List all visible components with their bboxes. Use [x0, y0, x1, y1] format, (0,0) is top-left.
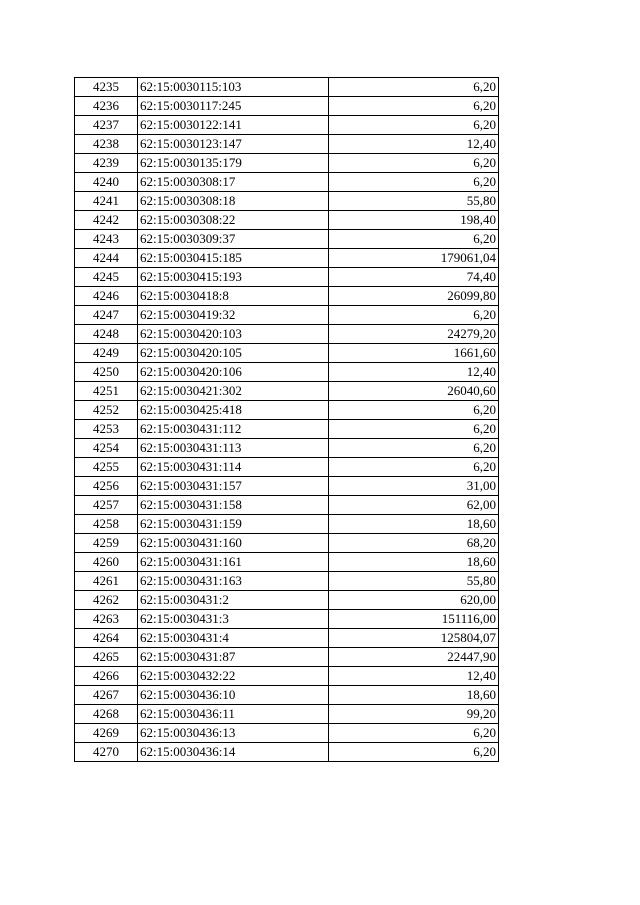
value-cell: 151116,00: [329, 610, 499, 629]
cadastral-number-cell: 62:15:0030308:18: [138, 192, 329, 211]
table-row: [75, 686, 499, 705]
cadastral-number-cell: 62:15:0030419:32: [138, 306, 329, 325]
row-number-cell: 4245: [75, 268, 138, 287]
cadastral-number-cell: 62:15:0030431:157: [138, 477, 329, 496]
value-cell: 6,20: [329, 97, 499, 116]
cadastral-number-cell: 62:15:0030431:158: [138, 496, 329, 515]
table-row: [75, 97, 499, 116]
table-row: [75, 553, 499, 572]
row-number-cell: 4264: [75, 629, 138, 648]
table-row: [75, 420, 499, 439]
value-cell: 12,40: [329, 135, 499, 154]
value-cell: 6,20: [329, 724, 499, 743]
row-number-cell: 4235: [75, 78, 138, 97]
cadastral-number-cell: 62:15:0030431:159: [138, 515, 329, 534]
row-number-cell: 4258: [75, 515, 138, 534]
cadastral-number-cell: 62:15:0030436:13: [138, 724, 329, 743]
value-cell: 6,20: [329, 743, 499, 762]
value-cell: 6,20: [329, 420, 499, 439]
value-cell: 1661,60: [329, 344, 499, 363]
row-number-cell: 4254: [75, 439, 138, 458]
row-number-cell: 4255: [75, 458, 138, 477]
cadastral-number-cell: 62:15:0030135:179: [138, 154, 329, 173]
cadastral-number-cell: 62:15:0030436:11: [138, 705, 329, 724]
table-row: [75, 401, 499, 420]
value-cell: 198,40: [329, 211, 499, 230]
value-cell: 12,40: [329, 667, 499, 686]
cadastral-number-cell: 62:15:0030420:106: [138, 363, 329, 382]
table-row: [75, 496, 499, 515]
table-row: [75, 325, 499, 344]
table-row: [75, 173, 499, 192]
row-number-cell: 4241: [75, 192, 138, 211]
row-number-cell: 4236: [75, 97, 138, 116]
value-cell: 24279,20: [329, 325, 499, 344]
cadastral-number-cell: 62:15:0030432:22: [138, 667, 329, 686]
row-number-cell: 4261: [75, 572, 138, 591]
value-cell: 26040,60: [329, 382, 499, 401]
value-cell: 68,20: [329, 534, 499, 553]
row-number-cell: 4256: [75, 477, 138, 496]
value-cell: 6,20: [329, 230, 499, 249]
table-body: [75, 78, 499, 762]
table-row: [75, 534, 499, 553]
row-number-cell: 4265: [75, 648, 138, 667]
cadastral-number-cell: 62:15:0030436:10: [138, 686, 329, 705]
cadastral-number-cell: 62:15:0030431:2: [138, 591, 329, 610]
value-cell: 12,40: [329, 363, 499, 382]
value-cell: 18,60: [329, 553, 499, 572]
value-cell: 99,20: [329, 705, 499, 724]
row-number-cell: 4252: [75, 401, 138, 420]
row-number-cell: 4244: [75, 249, 138, 268]
value-cell: 6,20: [329, 154, 499, 173]
table-row: [75, 705, 499, 724]
table-row: [75, 629, 499, 648]
value-cell: 55,80: [329, 192, 499, 211]
row-number-cell: 4238: [75, 135, 138, 154]
cadastral-number-cell: 62:15:0030431:113: [138, 439, 329, 458]
value-cell: 22447,90: [329, 648, 499, 667]
table-row: [75, 135, 499, 154]
value-cell: 62,00: [329, 496, 499, 515]
table-row: [75, 192, 499, 211]
table-row: [75, 572, 499, 591]
table-row: [75, 724, 499, 743]
row-number-cell: 4237: [75, 116, 138, 135]
value-cell: 6,20: [329, 401, 499, 420]
row-number-cell: 4259: [75, 534, 138, 553]
value-cell: 74,40: [329, 268, 499, 287]
data-table: [74, 77, 499, 762]
row-number-cell: 4250: [75, 363, 138, 382]
cadastral-number-cell: 62:15:0030421:302: [138, 382, 329, 401]
cadastral-number-cell: 62:15:0030431:3: [138, 610, 329, 629]
table-row: [75, 477, 499, 496]
cadastral-number-cell: 62:15:0030117:245: [138, 97, 329, 116]
row-number-cell: 4239: [75, 154, 138, 173]
value-cell: 55,80: [329, 572, 499, 591]
row-number-cell: 4247: [75, 306, 138, 325]
cadastral-number-cell: 62:15:0030309:37: [138, 230, 329, 249]
cadastral-number-cell: 62:15:0030431:4: [138, 629, 329, 648]
row-number-cell: 4267: [75, 686, 138, 705]
table-row: [75, 211, 499, 230]
table-row: [75, 249, 499, 268]
row-number-cell: 4268: [75, 705, 138, 724]
row-number-cell: 4260: [75, 553, 138, 572]
table-row: [75, 363, 499, 382]
row-number-cell: 4253: [75, 420, 138, 439]
row-number-cell: 4262: [75, 591, 138, 610]
value-cell: 26099,80: [329, 287, 499, 306]
table-row: [75, 154, 499, 173]
value-cell: 31,00: [329, 477, 499, 496]
cadastral-number-cell: 62:15:0030431:112: [138, 420, 329, 439]
row-number-cell: 4240: [75, 173, 138, 192]
table-row: [75, 648, 499, 667]
row-number-cell: 4249: [75, 344, 138, 363]
value-cell: 125804,07: [329, 629, 499, 648]
row-number-cell: 4242: [75, 211, 138, 230]
cadastral-number-cell: 62:15:0030431:160: [138, 534, 329, 553]
cadastral-number-cell: 62:15:0030415:185: [138, 249, 329, 268]
row-number-cell: 4270: [75, 743, 138, 762]
cadastral-number-cell: 62:15:0030425:418: [138, 401, 329, 420]
cadastral-number-cell: 62:15:0030418:8: [138, 287, 329, 306]
row-number-cell: 4269: [75, 724, 138, 743]
cadastral-number-cell: 62:15:0030431:163: [138, 572, 329, 591]
row-number-cell: 4248: [75, 325, 138, 344]
value-cell: 18,60: [329, 686, 499, 705]
table-row: [75, 382, 499, 401]
cadastral-number-cell: 62:15:0030308:22: [138, 211, 329, 230]
table-row: [75, 439, 499, 458]
row-number-cell: 4263: [75, 610, 138, 629]
cadastral-number-cell: 62:15:0030431:161: [138, 553, 329, 572]
table-row: [75, 268, 499, 287]
value-cell: 18,60: [329, 515, 499, 534]
value-cell: 6,20: [329, 173, 499, 192]
table-row: [75, 591, 499, 610]
cadastral-number-cell: 62:15:0030115:103: [138, 78, 329, 97]
row-number-cell: 4251: [75, 382, 138, 401]
value-cell: 620,00: [329, 591, 499, 610]
row-number-cell: 4246: [75, 287, 138, 306]
value-cell: 6,20: [329, 78, 499, 97]
table-row: [75, 78, 499, 97]
cadastral-number-cell: 62:15:0030431:114: [138, 458, 329, 477]
table-row: [75, 667, 499, 686]
value-cell: 6,20: [329, 439, 499, 458]
table-row: [75, 515, 499, 534]
table-row: [75, 116, 499, 135]
table-row: [75, 344, 499, 363]
table-row: [75, 610, 499, 629]
table-row: [75, 306, 499, 325]
cadastral-number-cell: 62:15:0030123:147: [138, 135, 329, 154]
cadastral-number-cell: 62:15:0030122:141: [138, 116, 329, 135]
value-cell: 6,20: [329, 116, 499, 135]
cadastral-number-cell: 62:15:0030415:193: [138, 268, 329, 287]
cadastral-number-cell: 62:15:0030420:105: [138, 344, 329, 363]
cadastral-number-cell: 62:15:0030431:87: [138, 648, 329, 667]
value-cell: 6,20: [329, 458, 499, 477]
table-row: [75, 230, 499, 249]
table-row: [75, 287, 499, 306]
row-number-cell: 4266: [75, 667, 138, 686]
row-number-cell: 4257: [75, 496, 138, 515]
table-row: [75, 743, 499, 762]
table-row: [75, 458, 499, 477]
cadastral-number-cell: 62:15:0030436:14: [138, 743, 329, 762]
cadastral-number-cell: 62:15:0030420:103: [138, 325, 329, 344]
value-cell: 179061,04: [329, 249, 499, 268]
value-cell: 6,20: [329, 306, 499, 325]
row-number-cell: 4243: [75, 230, 138, 249]
cadastral-number-cell: 62:15:0030308:17: [138, 173, 329, 192]
